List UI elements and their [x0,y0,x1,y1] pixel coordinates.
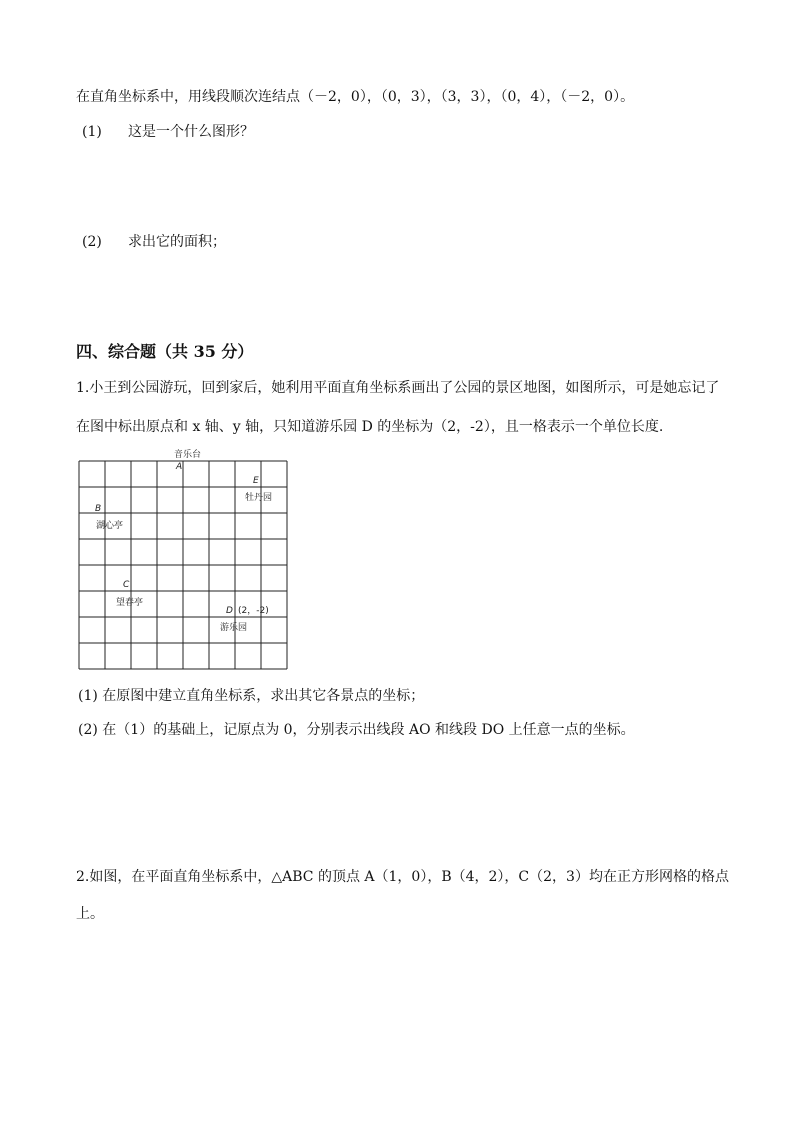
map-label-C: C [123,580,130,590]
problem-1-line-1: 1.小王到公园游玩，回到家后，她利用平面直角坐标系画出了公园的景区地图，如图所示，可是她忘记了 [76,380,720,396]
map-label-D-name: 游乐园 [220,623,248,633]
map-label-D: D [226,606,233,616]
intro-text: 在直角坐标系中，用线段顺次连结点（－2，0），（0，3），（3，3），（0，4），（－2，0）。 [76,89,635,105]
question-1 [82,121,254,141]
question-2-text: 求出它的面积； [128,234,226,250]
problem-1-sub-1: (1) 在原图中建立直角坐标系，求出其它各景点的坐标； [78,688,425,704]
map-label-B-name: 湖心亭 [96,521,124,531]
problem-2-line-2: 上。 [76,906,104,922]
section-title: 四、综合题（共 35 分） [76,342,254,361]
map-label-A: A [176,462,183,472]
map-label-C-name: 望春亭 [116,598,144,608]
problem-2-line-1: 2.如图，在平面直角坐标系中，△ABC 的顶点 A（1，0），B（4，2），C（2，3）均在正方形网格的格点 [76,869,729,885]
map-label-B: B [95,504,102,514]
map-label-E-name: 牡丹园 [245,493,273,503]
problem-1-sub-2: (2) 在（1）的基础上，记原点为 0，分别表示出线段 AO 和线段 DO 上任意一点的坐标。 [78,722,635,738]
park-map-grid [78,448,294,672]
question-2-number: (2) [82,234,102,250]
question-1-number: (1) [82,124,102,140]
problem-1-line-2: 在图中标出原点和 x 轴、y 轴，只知道游乐园 D 的坐标为（2，-2），且一格表示一个单位长度. [76,419,664,435]
map-label-D-coord: (2，-2) [238,606,269,616]
map-label-E: E [253,476,259,486]
question-1-text: 这是一个什么图形？ [128,124,254,140]
question-2 [82,231,226,251]
map-label-A-name: 音乐台 [174,450,202,460]
